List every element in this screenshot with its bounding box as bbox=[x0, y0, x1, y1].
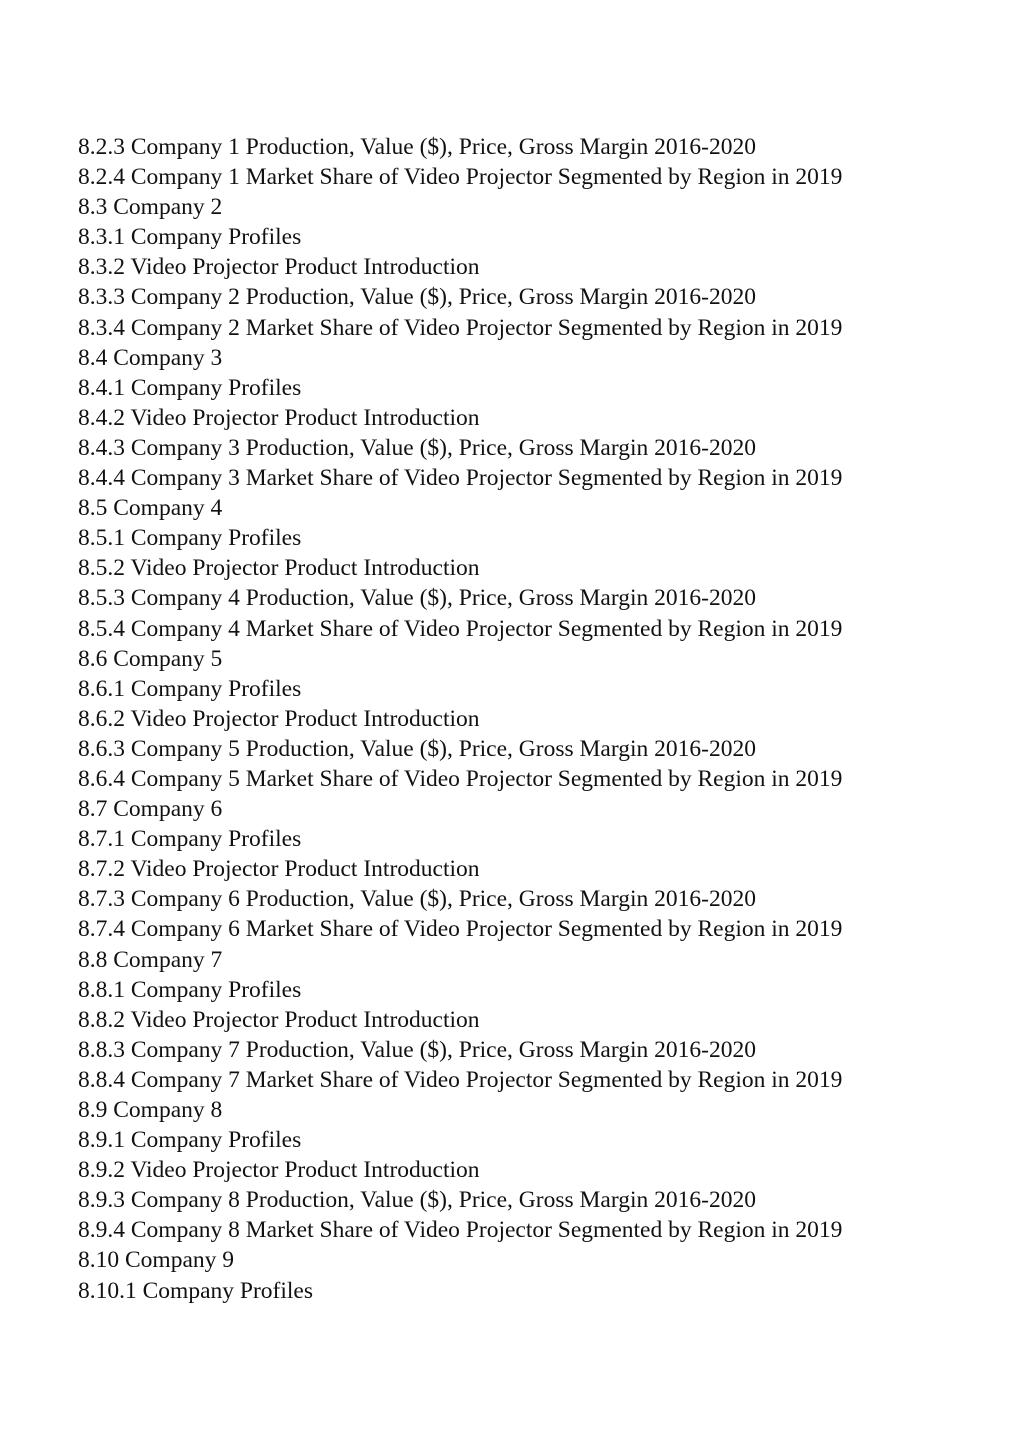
toc-line: 8.9 Company 8 bbox=[78, 1097, 223, 1123]
toc-line: 8.4.1 Company Profiles bbox=[78, 374, 302, 401]
toc-line: 8.3.1 Company Profiles bbox=[78, 224, 302, 251]
toc-line: 8.5.3 Company 4 Production, Value ($), Price, Gross Margin 2016-2020 bbox=[78, 585, 756, 612]
toc-line: 8.4.2 Video Projector Product Introduction bbox=[78, 404, 480, 431]
toc-line: 8.3.3 Company 2 Production, Value ($), Price, Gross Margin 2016-2020 bbox=[78, 284, 756, 311]
toc-line: 8.6 Company 5 bbox=[78, 645, 223, 672]
toc-line: 8.9.3 Company 8 Production, Value ($), Price, Gross Margin 2016-2020 bbox=[78, 1187, 756, 1214]
toc-line: 8.8.1 Company Profiles bbox=[78, 976, 302, 1003]
toc-line: 8.4.4 Company 3 Market Share of Video Projector Segmented by Region in 2019 bbox=[78, 465, 843, 492]
toc-line: 8.7.1 Company Profiles bbox=[78, 826, 302, 853]
toc-line: 8.7.4 Company 6 Market Share of Video Projector Segmented by Region in 2019 bbox=[78, 916, 843, 943]
toc-line: 8.5.4 Company 4 Market Share of Video Projector Segmented by Region in 2019 bbox=[78, 615, 843, 642]
toc-line: 8.9.2 Video Projector Product Introduction bbox=[78, 1157, 480, 1184]
toc-line: 8.7.2 Video Projector Product Introduction bbox=[78, 856, 480, 883]
toc-line: 8.6.3 Company 5 Production, Value ($), Price, Gross Margin 2016-2020 bbox=[78, 735, 756, 762]
toc-line: 8.9.1 Company Profiles bbox=[78, 1127, 302, 1154]
toc-line: 8.8 Company 7 bbox=[78, 946, 223, 973]
toc-line: 8.2.3 Company 1 Production, Value ($), Price, Gross Margin 2016-2020 bbox=[78, 134, 756, 160]
toc-line: 8.10 Company 9 bbox=[78, 1247, 235, 1274]
toc-line: 8.8.4 Company 7 Market Share of Video Projector Segmented by Region in 2019 bbox=[78, 1066, 843, 1093]
toc-line: 8.8.3 Company 7 Production, Value ($), Price, Gross Margin 2016-2020 bbox=[78, 1036, 756, 1063]
toc-line: 8.10.1 Company Profiles bbox=[78, 1277, 313, 1304]
toc-line: 8.8.2 Video Projector Product Introduction bbox=[78, 1006, 480, 1033]
table-of-contents bbox=[78, 132, 842, 1306]
toc-line: 8.6.1 Company Profiles bbox=[78, 675, 302, 702]
toc-line: 8.7.3 Company 6 Production, Value ($), Price, Gross Margin 2016-2020 bbox=[78, 886, 756, 913]
toc-line: 8.3.2 Video Projector Product Introduction bbox=[78, 254, 480, 281]
toc-line: 8.5 Company 4 bbox=[78, 495, 223, 522]
toc-line: 8.5.1 Company Profiles bbox=[78, 525, 302, 552]
toc-line: 8.4.3 Company 3 Production, Value ($), Price, Gross Margin 2016-2020 bbox=[78, 434, 756, 461]
toc-line: 8.9.4 Company 8 Market Share of Video Projector Segmented by Region in 2019 bbox=[78, 1217, 843, 1244]
toc-line: 8.3.4 Company 2 Market Share of Video Projector Segmented by Region in 2019 bbox=[78, 314, 843, 341]
toc-line: 8.4 Company 3 bbox=[78, 344, 223, 371]
toc-line: 8.6.2 Video Projector Product Introduction bbox=[78, 705, 480, 732]
toc-line: 8.3 Company 2 bbox=[78, 194, 223, 221]
toc-line: 8.5.2 Video Projector Product Introduction bbox=[78, 555, 480, 582]
toc-line: 8.2.4 Company 1 Market Share of Video Projector Segmented by Region in 2019 bbox=[78, 164, 843, 191]
toc-line: 8.7 Company 6 bbox=[78, 796, 223, 823]
toc-line: 8.6.4 Company 5 Market Share of Video Projector Segmented by Region in 2019 bbox=[78, 765, 843, 792]
